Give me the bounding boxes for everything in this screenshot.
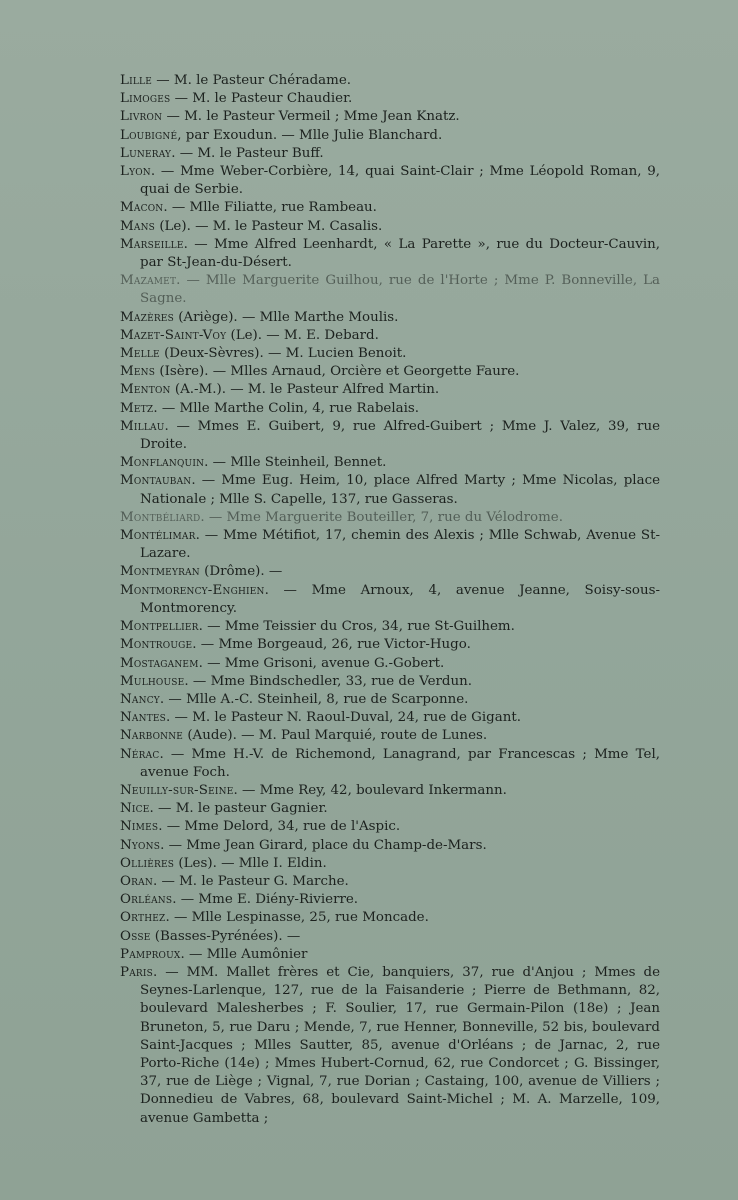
list-entry (120, 527, 660, 563)
entry-text: . — Mme E. Diény-Rivierre. (172, 892, 359, 908)
city-name: Macon (120, 200, 164, 216)
city-name: Nérac (120, 746, 160, 762)
entry-text: . — Mme Métifiot, 17, chemin des Alexis ; Mlle Schwab, Avenue St-Lazare. (140, 528, 660, 562)
entry-text: . — Mlle Lespinasse, 25, rue Moncade. (165, 910, 429, 926)
city-name: Narbonne (120, 728, 184, 744)
list-entry (120, 855, 660, 873)
entry-text: (Ariège). — Mlle Marthe Moulis. (173, 309, 399, 325)
city-name: Montpellier (120, 619, 199, 635)
list-entry (120, 563, 660, 581)
list-entry (120, 472, 660, 508)
city-name: Nyons (120, 837, 161, 853)
entry-text: — M. le Pasteur Chaudier. (170, 91, 353, 107)
list-entry (120, 454, 660, 472)
city-name: Limoges (120, 91, 171, 107)
city-name: Nancy (120, 691, 160, 707)
list-entry (120, 782, 660, 800)
list-entry (120, 800, 660, 818)
list-entry (120, 127, 660, 145)
entry-text: . — M. le Pasteur G. Marche. (152, 873, 349, 889)
entry-text: (Basses-Pyrénées). — (150, 928, 301, 944)
entry-text: . — Mme Marguerite Bouteiller, 7, rue du Vélodrome. (200, 509, 563, 525)
list-entry (120, 309, 660, 327)
entry-text: . — Mlle Marthe Colin, 4, rue Rabelais. (153, 400, 420, 416)
list-entry (120, 236, 660, 272)
entry-text: . — Mme Arnoux, 4, avenue Jeanne, Soisy-sous-Montmorency. (140, 582, 660, 616)
entry-text: (Les). — Mlle I. Eldin. (174, 855, 327, 871)
list-entry (120, 891, 660, 909)
city-name: Menton (120, 382, 171, 398)
list-entry (120, 691, 660, 709)
list-entry (120, 509, 660, 527)
entry-text: . — Mlle Filiatte, rue Rambeau. (163, 200, 377, 216)
city-name: Mostaganem (120, 655, 199, 671)
entry-text: . — M. le Pasteur Buff. (171, 145, 324, 161)
city-name: Marseille (120, 236, 184, 252)
list-entry (120, 818, 660, 836)
list-entry (120, 345, 660, 363)
list-entry (120, 636, 660, 654)
city-name: Melle (120, 346, 160, 362)
city-name: Montbéliard (120, 509, 201, 525)
list-entry (120, 618, 660, 636)
city-name: Pamproux (120, 946, 181, 962)
list-entry (120, 582, 660, 618)
entry-text: (Aude). — M. Paul Marquié, route de Lunes. (183, 728, 488, 744)
list-entry (120, 400, 660, 418)
list-entry (120, 673, 660, 691)
entry-text: . — Mlle Aumônier (180, 946, 308, 962)
city-name: Orthez (120, 910, 166, 926)
list-entry (120, 72, 660, 90)
entry-text: . — Mme H.-V. de Richemond, Lanagrand, par Francescas ; Mme Tel, avenue Foch. (140, 746, 660, 780)
entry-text: (A.-M.). — M. le Pasteur Alfred Martin. (170, 382, 440, 398)
city-name: Mazères (120, 309, 174, 325)
list-entry (120, 873, 660, 891)
list-entry (120, 928, 660, 946)
city-name: Mazamet (120, 273, 177, 289)
city-name: Monflanquin (120, 455, 205, 471)
entry-text: . — MM. Mallet frères et Cie, banquiers, 37, rue d'Anjou ; Mmes de Seynes-Larlenque, 127, rue de la Faisanderie ; Pierre de Bethmann, 82, boulevard Malesherbes ; F. Soulier, 17, rue Germain-Pilon (18e) ; Jean Bruneton, 5, rue Daru ; Mende, 7, rue Henner, Bonneville, 52 bis, boulevard Saint-Jacques ; Mlles Sautter, 85, avenue d'Orléans ; de Jarnac, 2, rue Porto-Riche (14e) ; Mmes Hubert-Cornud, 62, rue Condorcet ; G. Bissinger, 37, rue de Liège ; Vignal, 7, rue Dorian ; Castaing, 100, avenue de Villiers ; Donnedieu de Vabres, 68, boulevard Saint-Michel ; M. A. Marzelle, 109, avenue Gambetta ; (140, 964, 660, 1126)
list-entry (120, 746, 660, 782)
address-list (120, 72, 660, 1128)
entry-text: . — Mme Delord, 34, rue de l'Aspic. (158, 819, 401, 835)
entry-text: . — Mmes E. Guibert, 9, rue Alfred-Guibert ; Mme J. Valez, 39, rue Droite. (140, 418, 660, 453)
entry-text: (Drôme). — (199, 564, 283, 580)
list-entry (120, 964, 660, 1128)
entry-text: . — Mme Grisoni, avenue G.-Gobert. (198, 655, 445, 671)
entry-text: . — Mme Weber-Corbière, 14, quai Saint-Clair ; Mme Léopold Roman, 9, quai de Serbie. (140, 164, 660, 198)
entry-text: . — Mme Jean Girard, place du Champ-de-Mars. (160, 837, 487, 853)
city-name: Ollières (120, 855, 175, 871)
city-name: Orléans (120, 892, 173, 908)
list-entry (120, 163, 660, 199)
city-name: Mulhouse (120, 673, 185, 689)
entry-text: (Le). — M. le Pasteur M. Casalis. (155, 218, 383, 234)
entry-text: . — Mme Rey, 42, boulevard Inkermann. (233, 782, 507, 798)
city-name: Montélimar (120, 528, 196, 544)
entry-text: , par Exoudun. — Mlle Julie Blanchard. (177, 127, 443, 143)
list-entry (120, 837, 660, 855)
entry-text: . — Mlle A.-C. Steinheil, 8, rue de Scarponne. (159, 691, 469, 707)
entry-text: . — Mme Alfred Leenhardt, « La Parette », rue du Docteur-Cauvin, par St-Jean-du-Désert. (140, 236, 660, 271)
list-entry (120, 218, 660, 236)
city-name: Montmorency-Enghien (120, 582, 265, 598)
city-name: Metz (120, 400, 154, 416)
entry-text: . — Mlle Steinheil, Bennet. (204, 455, 387, 471)
city-name: Luneray (120, 145, 172, 161)
city-name: Montmeyran (120, 564, 200, 580)
city-name: Nantes (120, 710, 167, 726)
city-name: Mens (120, 364, 156, 380)
entry-text: . — Mme Eug. Heim, 10, place Alfred Marty ; Mme Nicolas, place Nationale ; Mlle S. Capelle, 137, rue Gasseras. (140, 473, 660, 507)
entry-text: . — Mlle Marguerite Guilhou, rue de l'Horte ; Mme P. Bonneville, La Sagne. (140, 273, 660, 307)
list-entry (120, 946, 660, 964)
list-entry (120, 727, 660, 745)
city-name: Millau (120, 418, 165, 434)
city-name: Lyon (120, 164, 151, 180)
list-entry (120, 90, 660, 108)
list-entry (120, 709, 660, 727)
city-name: Mazet-Saint-Voy (120, 327, 227, 343)
entry-text: . — Mme Bindschedler, 33, rue de Verdun. (184, 673, 472, 689)
city-name: Loubigné (120, 127, 178, 143)
city-name: Lille (120, 73, 152, 88)
list-entry (120, 199, 660, 217)
city-name: Nimes (120, 819, 159, 835)
entry-text: — M. le Pasteur Vermeil ; Mme Jean Knatz. (162, 109, 460, 125)
entry-text: (Le). — M. E. Debard. (226, 327, 379, 343)
entry-text: (Isère). — Mlles Arnaud, Orcière et Georgette Faure. (155, 364, 520, 380)
city-name: Mans (120, 218, 156, 234)
city-name: Montauban (120, 473, 192, 489)
city-name: Nice (120, 801, 150, 817)
city-name: Montrouge (120, 637, 193, 653)
city-name: Oran (120, 873, 153, 889)
list-entry (120, 418, 660, 454)
entry-text: . — M. le pasteur Gagnier. (149, 801, 328, 817)
list-entry (120, 909, 660, 927)
list-entry (120, 381, 660, 399)
city-name: Neuilly-sur-Seine (120, 782, 234, 798)
list-entry (120, 655, 660, 673)
city-name: Paris (120, 964, 154, 980)
entry-text: . — Mme Teissier du Cros, 34, rue St-Guilhem. (198, 619, 515, 635)
list-entry (120, 108, 660, 126)
entry-text: . — M. le Pasteur N. Raoul-Duval, 24, rue de Gigant. (166, 710, 521, 726)
entry-text: — M. le Pasteur Chéradame. (151, 73, 352, 88)
list-entry (120, 363, 660, 381)
list-entry (120, 327, 660, 345)
entry-text: . — Mme Borgeaud, 26, rue Victor-Hugo. (192, 637, 471, 653)
city-name: Livron (120, 109, 163, 125)
list-entry (120, 145, 660, 163)
city-name: Osse (120, 928, 151, 944)
entry-text: (Deux-Sèvres). — M. Lucien Benoit. (159, 346, 407, 362)
list-entry (120, 272, 660, 308)
